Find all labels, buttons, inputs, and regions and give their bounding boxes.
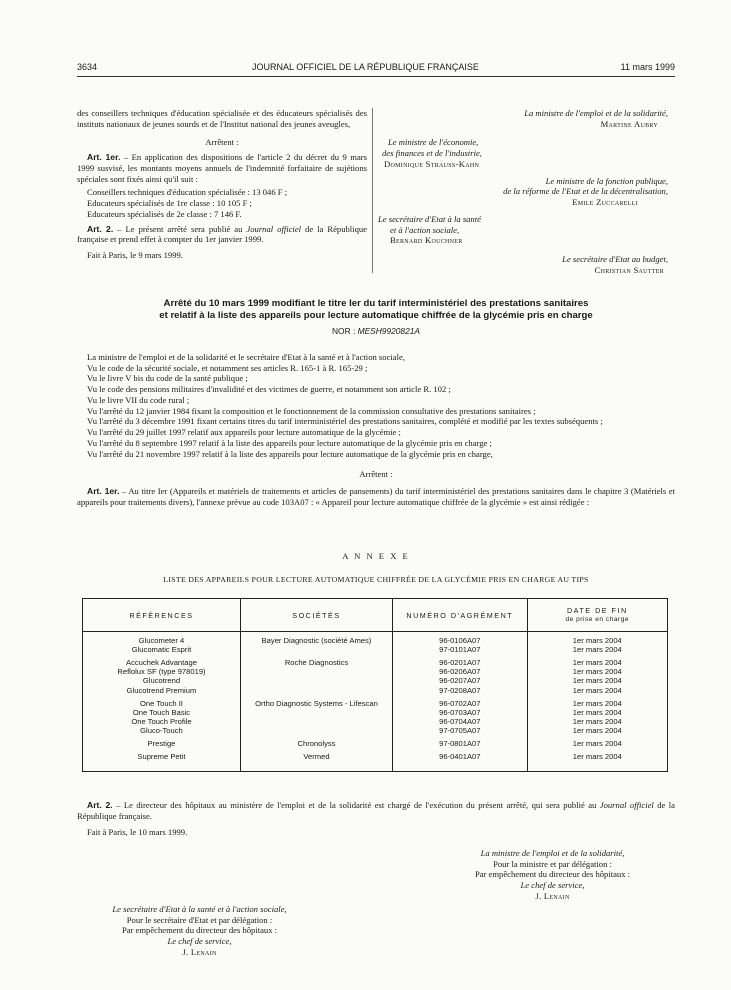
cell-date-line: 1er mars 2004 <box>572 658 622 668</box>
allowance-list <box>77 187 367 219</box>
list-item: Conseillers techniques d'éducation spécialisée : 13 046 F ; <box>87 187 288 198</box>
column-header-societes: SOCIÉTÉS <box>240 599 392 632</box>
table-row <box>83 748 668 772</box>
cell-numero <box>393 748 528 772</box>
delegation-line: Pour le secrétaire d'Etat et par délégation : <box>126 914 273 925</box>
cell-reference-line: Glucotrend Premium <box>126 685 197 695</box>
journal-name: Journal officiel <box>246 223 302 234</box>
column-header-date <box>527 599 667 632</box>
cell-date-line: 1er mars 2004 <box>572 725 622 735</box>
journal-name: Journal officiel <box>599 800 654 810</box>
title-line: Arrêté du 10 mars 1999 modifiant le titre Ier du tarif interministériel des prestations sanitaires <box>163 298 589 309</box>
cell-date-line: 1er mars 2004 <box>572 707 622 717</box>
cell-numero-line: 97-0208A07 <box>439 685 481 695</box>
cell-numero <box>393 695 528 735</box>
cell-societe: Ortho Diagnostic Systems - Lifescan <box>240 695 392 735</box>
article-label: Art. 2. <box>87 223 114 234</box>
column-header-numero: NUMÉRO D'AGRÉMENT <box>393 599 528 632</box>
cell-numero-line: 96-0703A07 <box>439 707 481 717</box>
column-header-references: RÉFÉRENCES <box>83 599 241 632</box>
signatory-role: Le ministre de la fonction publique, <box>545 175 668 186</box>
delegation-line: Par empêchement du directeur des hôpitaux : <box>121 925 278 936</box>
table-row <box>83 654 668 694</box>
cell-societe: Roche Diagnostics <box>240 654 392 694</box>
list-item: Educateurs spécialisés de 1re classe : 10 105 F ; <box>87 198 252 209</box>
cell-numero <box>393 735 528 748</box>
article-text: de la République française et prend effet à compter du 1er janvier 1999. <box>77 223 367 245</box>
header-rule <box>77 76 675 77</box>
cell-numero-line: 97-0705A07 <box>439 725 481 735</box>
cell-numero-line: 97-0801A07 <box>439 739 481 749</box>
delegation-line: Pour la ministre et par délégation : <box>493 858 612 869</box>
signatory-title: Le chef de service, <box>520 880 585 891</box>
article-1 <box>77 152 367 184</box>
cell-numero-line: 96-0201A07 <box>439 658 481 668</box>
cell-date-line: 1er mars 2004 <box>572 698 622 708</box>
visa-line: Vu le livre VII du code rural ; <box>87 394 190 405</box>
cell-reference <box>83 748 241 772</box>
cell-date-line: 1er mars 2004 <box>572 685 622 695</box>
signatory-role: des finances et de l'industrie, <box>382 148 482 159</box>
cell-date <box>527 735 667 748</box>
cell-numero-line: 96-0401A07 <box>439 752 481 762</box>
cell-societe: Bayer Diagnostic (société Ames) <box>240 632 392 655</box>
cell-date-line: 1er mars 2004 <box>572 676 622 686</box>
signatory-role: La ministre de l'emploi et de la solidarité, <box>524 108 668 118</box>
previous-decree-end <box>77 108 367 261</box>
done-at: Fait à Paris, le 10 mars 1999. <box>87 827 188 838</box>
title-line: et relatif à la liste des appareils pour lecture automatique chiffrée de la glycémie pris en charge <box>159 309 593 321</box>
cell-societe: Vermed <box>240 748 392 772</box>
signatory-name: Dominique Strauss-Kahn <box>384 158 480 169</box>
decree-article-2 <box>77 800 675 838</box>
article-2 <box>77 800 675 821</box>
cell-date-line: 1er mars 2004 <box>572 739 622 749</box>
cell-reference-line: Gluco-Touch <box>140 725 183 735</box>
article-1 <box>77 486 675 507</box>
visas <box>77 352 675 508</box>
visa-line: Vu l'arrêté du 3 décembre 1991 fixant certains titres du tarif interministériel des prestations sanitaires, complété et modifié par les textes subséquents ; <box>87 416 603 427</box>
nor-reference <box>77 326 675 337</box>
article-text: de la République française. <box>77 800 675 821</box>
cell-reference-line: One Touch Basic <box>132 707 191 717</box>
journal-title: JOURNAL OFFICIEL DE LA RÉPUBLIQUE FRANÇAISE <box>252 62 479 72</box>
signatory-title: Le chef de service, <box>167 936 232 947</box>
nor-value: MESH9920821A <box>357 325 420 336</box>
cell-reference-line: Accuchek Advantage <box>126 658 197 668</box>
signatory-role: Le secrétaire d'Etat à la santé <box>378 213 481 224</box>
table-row <box>83 695 668 735</box>
signatory-role: Le secrétaire d'Etat à la santé et à l'action sociale, <box>112 904 287 914</box>
visa-line: Vu l'arrêté du 29 juillet 1997 relatif aux appareils pour lecture automatique de la glycémie ; <box>87 427 401 438</box>
article-text: – En application des dispositions de l'article 2 du décret du 9 mars 1999 susvisé, les montants moyens annuels de l'indemnité forfaitaire de sujétions spéciales sont fixés ainsi qu'il suit : <box>77 152 367 184</box>
article-2 <box>77 224 367 245</box>
cell-reference-line: Supreme Petit <box>137 752 186 762</box>
signatory-name: J. Lenain <box>182 946 217 957</box>
article-text: – Le directeur des hôpitaux au ministère de l'emploi et de la solidarité est chargé de l'exécution du présent arrêté, qui sera publié au <box>112 800 600 810</box>
header-line: de prise en charge <box>565 615 630 623</box>
cell-numero-line: 96-0206A07 <box>439 667 481 677</box>
nor-label: NOR : <box>332 325 358 336</box>
arretent-label: Arrêtent : <box>205 137 239 148</box>
cell-numero-line: 96-0207A07 <box>439 676 481 686</box>
signatory-name: Emile Zuccarelli <box>572 197 638 208</box>
cell-date-line: 1er mars 2004 <box>572 645 622 655</box>
intro-text: des conseillers techniques d'éducation spécialisée et des éducateurs spécialisés des instituts nationaux de jeunes sourds et de l'Institut national des jeunes aveugles, <box>77 108 367 129</box>
cell-date <box>527 632 667 655</box>
cell-reference <box>83 695 241 735</box>
cell-numero-line: 96-0704A07 <box>439 716 481 726</box>
cell-reference-line: Reflolux SF (type 978019) <box>117 667 206 677</box>
header-line: DATE DE FIN <box>566 605 628 615</box>
visa-line: Vu l'arrêté du 12 janvier 1984 fixant la composition et le fonctionnement de la commission consultative des prestations sanitaires ; <box>87 405 536 416</box>
cell-reference-line: Glucotrend <box>142 676 181 686</box>
cell-date <box>527 654 667 694</box>
signatory-name: Christian Sautter <box>594 264 664 275</box>
signatory-name: J. Lenain <box>535 890 570 901</box>
cell-societe: Chronolyss <box>240 735 392 748</box>
cell-numero <box>393 632 528 655</box>
cell-reference-line: Prestige <box>147 739 176 749</box>
cell-reference-line: One Touch II <box>140 698 183 708</box>
article-text: – Au titre Ier (Appareils et matériels de traitements et articles de pansements) du tarif interministériel des prestations sanitaires dans le chapitre 3 (Matériels et appareils pour traitements divers), l'annexe prévue au code 103A07 : « Appareil pour lecture automatique chiffrée de la glycémie » est ainsi rédigée : <box>77 486 675 507</box>
visa-line: Vu le code de la sécurité sociale, et notamment ses articles R. 165-1 à R. 165-29 ; <box>87 362 368 373</box>
signatory-name: Martine Aubry <box>600 118 658 129</box>
cell-numero-line: 96-0106A07 <box>439 636 481 645</box>
visa-line: Vu l'arrêté du 21 novembre 1997 relatif à la liste des appareils pour lecture automatique de la glycémie pris en charge, <box>87 448 493 459</box>
cell-date-line: 1er mars 2004 <box>572 752 622 762</box>
cell-reference-line: One Touch Profile <box>131 716 192 726</box>
cell-numero <box>393 654 528 694</box>
list-item: Educateurs spécialisés de 2e classe : 7 146 F. <box>87 208 242 219</box>
article-label: Art. 1er. <box>87 152 121 163</box>
cell-date <box>527 695 667 735</box>
cell-date-line: 1er mars 2004 <box>572 667 622 677</box>
cell-reference <box>83 632 241 655</box>
visa-line: La ministre de l'emploi et de la solidarité et le secrétaire d'Etat à la santé et à l'action sociale, <box>87 352 405 362</box>
cell-reference-line: Glucomatic Esprit <box>131 645 192 655</box>
cell-reference <box>83 654 241 694</box>
cell-reference <box>83 735 241 748</box>
article-text: – Le présent arrêté sera publié au <box>113 223 247 234</box>
devices-table <box>82 598 668 772</box>
page-number: 3634 <box>77 62 98 72</box>
article-label: Art. 1er. <box>87 486 120 497</box>
signatory-name: Bernard Kouchner <box>390 235 463 246</box>
signature-block-left <box>77 904 322 958</box>
visa-line: Vu le livre V bis du code de la santé publique ; <box>87 373 248 384</box>
done-at: Fait à Paris, le 9 mars 1999. <box>87 250 183 261</box>
annexe-subtitle: LISTE DES APPAREILS POUR LECTURE AUTOMATIQUE CHIFFRÉE DE LA GLYCÉMIE PRIS EN CHARGE AU TIPS <box>163 575 589 584</box>
signatory-role: Le ministre de l'économie, <box>388 137 479 148</box>
cell-numero-line: 97-0101A07 <box>439 645 481 655</box>
table-header-row <box>83 599 668 632</box>
annexe-title: A N N E X E <box>342 551 410 561</box>
signatory-role: et à l'action sociale, <box>390 224 460 235</box>
column-divider <box>372 108 373 273</box>
signature-block-right <box>430 848 675 902</box>
signatory-role: Le secrétaire d'Etat au budget, <box>562 254 668 265</box>
table-row <box>83 735 668 748</box>
table-row <box>83 632 668 655</box>
cell-date-line: 1er mars 2004 <box>572 636 622 645</box>
issue-date: 11 mars 1999 <box>620 62 675 72</box>
cell-numero-line: 96-0702A07 <box>439 698 481 708</box>
cell-date-line: 1er mars 2004 <box>572 716 622 726</box>
decree-title <box>77 298 675 336</box>
signatures-top <box>378 108 668 276</box>
delegation-line: Par empêchement du directeur des hôpitaux : <box>474 869 631 880</box>
visa-line: Vu le code des pensions militaires d'invalidité et des victimes de guerre, et notamment son article R. 102 ; <box>87 384 451 395</box>
signatory-role: de la réforme de l'Etat et de la décentralisation, <box>503 186 668 197</box>
signatory-role: La ministre de l'emploi et de la solidarité, <box>480 848 625 858</box>
article-label: Art. 2. <box>87 800 113 810</box>
visa-line: Vu l'arrêté du 8 septembre 1997 relatif à la liste des appareils pour lecture automatique de la glycémie pris en charge ; <box>87 437 492 448</box>
cell-reference-line: Glucometer 4 <box>138 636 185 645</box>
arretent-label: Arrêtent : <box>359 469 393 480</box>
cell-date <box>527 748 667 772</box>
